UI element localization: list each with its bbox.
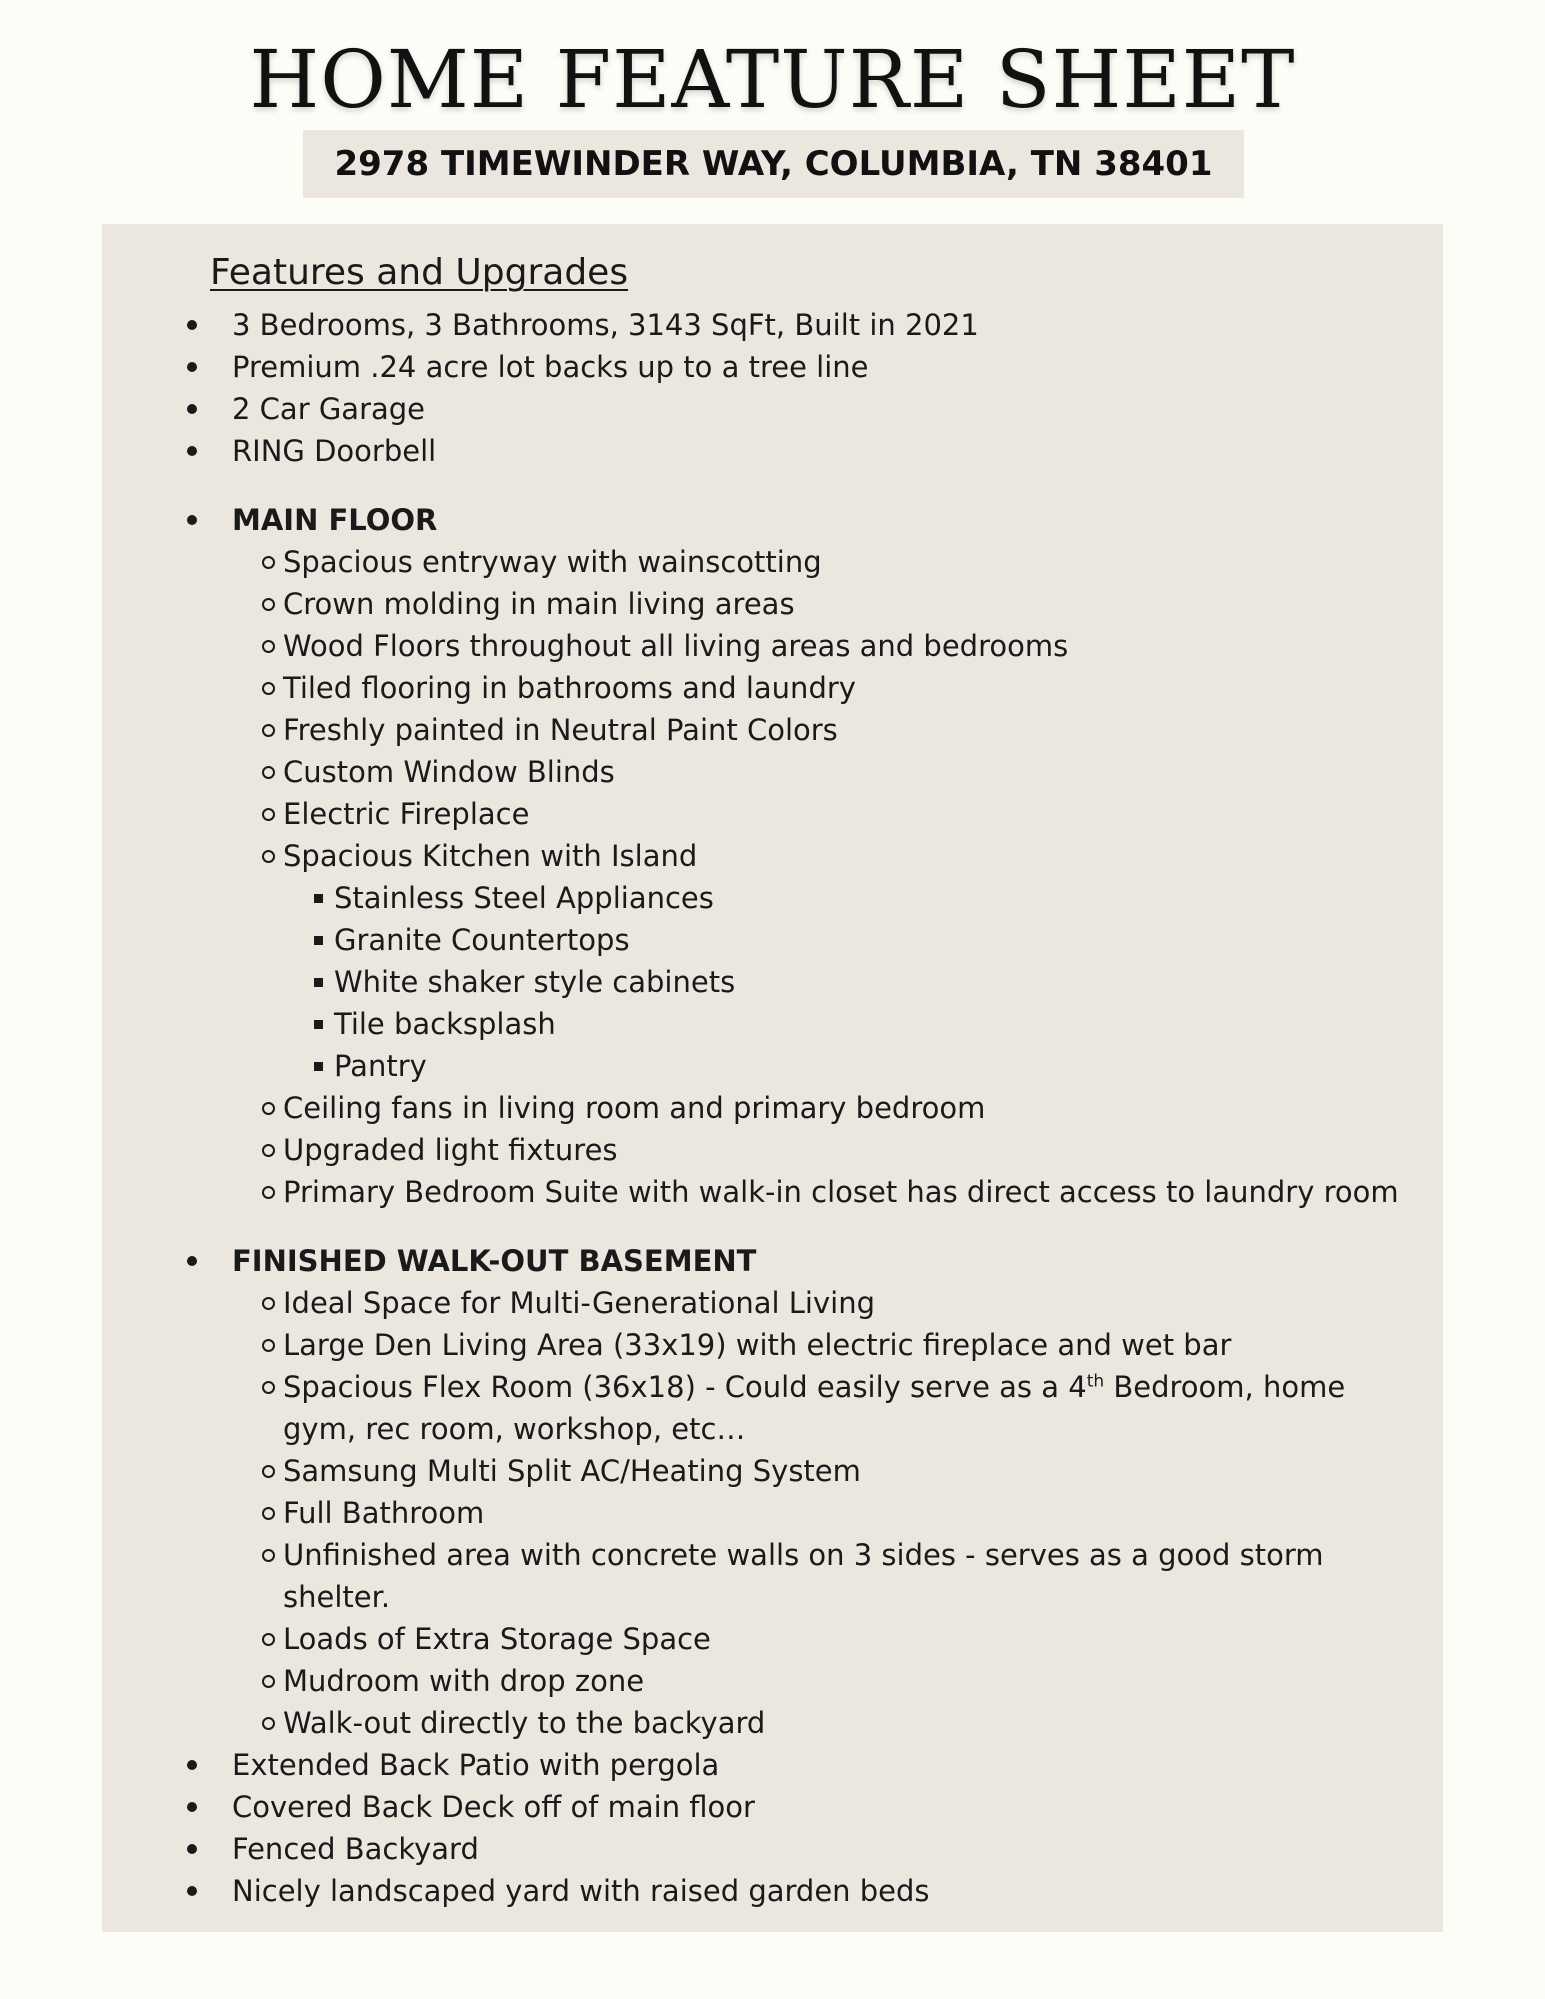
list-item: Large Den Living Area (33x19) with electric fireplace and wet bar xyxy=(232,1324,1420,1366)
address-banner xyxy=(303,130,1244,198)
list-item: White shaker style cabinets xyxy=(283,961,1420,1003)
list-item: Primary Bedroom Suite with walk-in closet has direct access to laundry room xyxy=(232,1171,1420,1213)
main-floor-list xyxy=(232,541,1420,1213)
flex-room-item xyxy=(232,1366,1420,1450)
list-item: Upgraded light fixtures xyxy=(232,1129,1420,1171)
list-item: Nicely landscaped yard with raised garden beds xyxy=(210,1870,1420,1912)
list-item: 3 Bedrooms, 3 Bathrooms, 3143 SqFt, Built in 2021 xyxy=(210,304,1420,346)
main-floor-item xyxy=(210,499,1420,1213)
list-item: Fenced Backyard xyxy=(210,1828,1420,1870)
list-item: Samsung Multi Split AC/Heating System xyxy=(232,1450,1420,1492)
basement-list xyxy=(232,1282,1420,1744)
list-item: RING Doorbell xyxy=(210,430,1420,472)
list-item: 2 Car Garage xyxy=(210,388,1420,430)
list-item: Custom Window Blinds xyxy=(232,751,1420,793)
flex-room-text-cont: Bedroom, home gym, rec room, workshop, etc… xyxy=(283,1370,1346,1446)
feature-list xyxy=(210,304,1420,1912)
list-item: Pantry xyxy=(283,1045,1420,1087)
list-item: Loads of Extra Storage Space xyxy=(232,1618,1420,1660)
list-item: Spacious entryway with wainscotting xyxy=(232,541,1420,583)
list-item: Electric Fireplace xyxy=(232,793,1420,835)
list-item: Extended Back Patio with pergola xyxy=(210,1744,1420,1786)
kitchen-item xyxy=(232,835,1420,1087)
features-content xyxy=(210,250,1420,1912)
list-item: Mudroom with drop zone xyxy=(232,1660,1420,1702)
list-item: Crown molding in main living areas xyxy=(232,583,1420,625)
flex-room-text: Spacious Flex Room (36x18) - Could easily serve as a 4 xyxy=(283,1370,1087,1404)
features-panel xyxy=(102,224,1443,1932)
list-item: Walk-out directly to the backyard xyxy=(232,1702,1420,1744)
list-item: Granite Countertops xyxy=(283,919,1420,961)
list-item: Premium .24 acre lot backs up to a tree line xyxy=(210,346,1420,388)
list-item: Ceiling fans in living room and primary bedroom xyxy=(232,1087,1420,1129)
list-item: Covered Back Deck off of main floor xyxy=(210,1786,1420,1828)
kitchen-list xyxy=(283,877,1420,1087)
address-text: 2978 TIMEWINDER WAY, COLUMBIA, TN 38401 xyxy=(334,144,1213,184)
list-item: Full Bathroom xyxy=(232,1492,1420,1534)
section-heading: Features and Upgrades xyxy=(210,252,629,293)
kitchen-label: Spacious Kitchen with Island xyxy=(283,839,698,873)
list-item: Wood Floors throughout all living areas and bedrooms xyxy=(232,625,1420,667)
basement-item xyxy=(210,1240,1420,1744)
list-item: Freshly painted in Neutral Paint Colors xyxy=(232,709,1420,751)
basement-label: FINISHED WALK-OUT BASEMENT xyxy=(232,1244,757,1278)
ordinal-suffix: th xyxy=(1086,1371,1105,1392)
list-item: Stainless Steel Appliances xyxy=(283,877,1420,919)
page-title: HOME FEATURE SHEET xyxy=(249,33,1296,126)
list-item: Tiled flooring in bathrooms and laundry xyxy=(232,667,1420,709)
main-floor-label: MAIN FLOOR xyxy=(232,503,438,537)
list-item: Tile backsplash xyxy=(283,1003,1420,1045)
list-item: Unfinished area with concrete walls on 3 sides - serves as a good storm shelter. xyxy=(232,1534,1420,1618)
list-item: Ideal Space for Multi-Generational Living xyxy=(232,1282,1420,1324)
